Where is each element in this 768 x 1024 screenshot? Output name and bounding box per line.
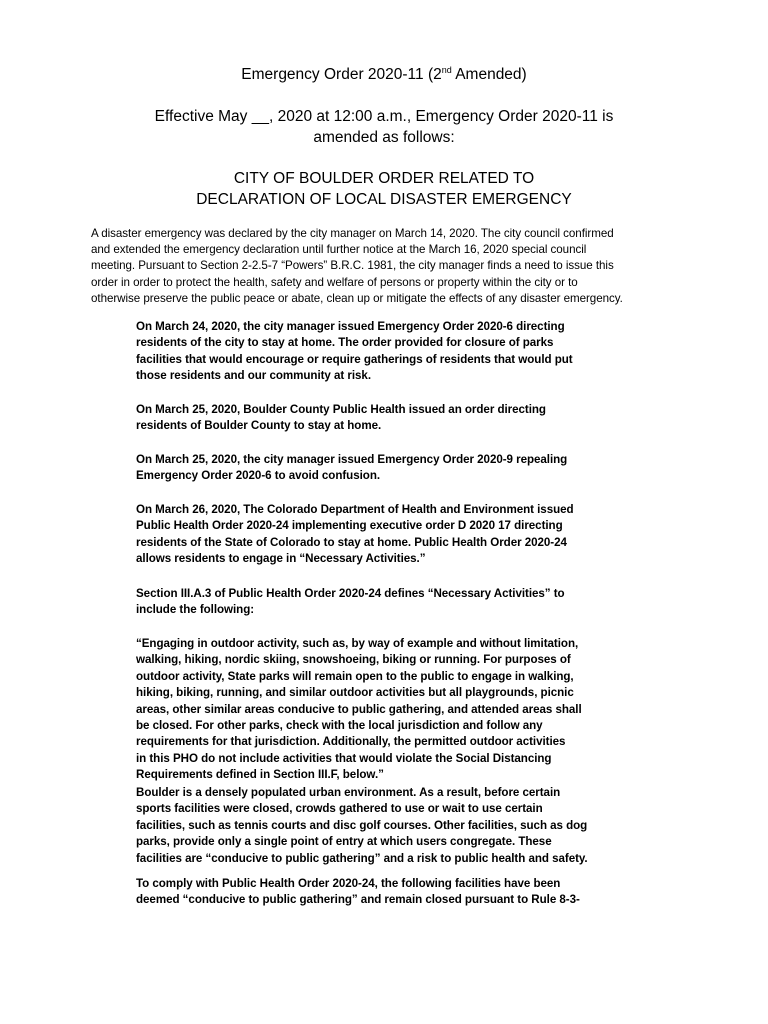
- effective-line-1: Effective May __, 2020 at 12:00 a.m., Emergency Order 2020-11 is: [154, 108, 614, 125]
- intro-line: order in order to protect the health, safety and welfare of persons or property within the city or to: [91, 275, 578, 289]
- paragraph-march-24: [136, 319, 636, 385]
- paragraph-line: On March 25, 2020, Boulder County Public Health issued an order directing: [136, 403, 546, 416]
- intro-line: A disaster emergency was declared by the city manager on March 14, 2020. The city council confirmed: [91, 227, 614, 240]
- city-heading-line-1: CITY OF BOULDER ORDER RELATED TO: [233, 170, 535, 187]
- paragraph-line: outdoor activity, State parks will remain open to the public to engage in walking,: [136, 669, 574, 683]
- paragraph-march-26: [136, 502, 636, 568]
- order-title-main: Emergency Order 2020-11 (2: [241, 66, 442, 83]
- paragraph-line: Section III.A.3 of Public Health Order 2020-24 defines “Necessary Activities” to: [136, 587, 565, 600]
- effective-line-2: amended as follows:: [313, 129, 455, 146]
- paragraph-line: be closed. For other parks, check with the local jurisdiction and follow any: [136, 719, 543, 733]
- paragraph-line: facilities are “conducive to public gathering” and a risk to public health and safety.: [136, 851, 588, 865]
- paragraph-line: residents of the city to stay at home. The order provided for closure of parks: [136, 336, 554, 350]
- paragraph-line: those residents and our community at risk.: [136, 369, 371, 383]
- paragraph-line: sports facilities were closed, crowds gathered to use or wait to use certain: [136, 802, 543, 816]
- paragraph-line: “Engaging in outdoor activity, such as, by way of example and without limitation,: [136, 637, 579, 650]
- paragraph-line: facilities that would encourage or require gatherings of residents that would put: [136, 352, 573, 366]
- paragraph-line: requirements for that jurisdiction. Additionally, the permitted outdoor activities: [136, 735, 566, 749]
- paragraph-line: parks, provide only a single point of entry at which users congregate. These: [136, 835, 552, 849]
- paragraph-line: walking, hiking, nordic skiing, snowshoeing, biking or running. For purposes of: [136, 653, 571, 667]
- order-title-end: Amended): [451, 66, 527, 83]
- paragraph-line: areas, other similar areas conducive to public gathering, and attended areas shall: [136, 702, 582, 716]
- intro-paragraph: [91, 226, 683, 307]
- paragraph-march-25-county: [136, 402, 636, 435]
- order-title-superscript: nd: [441, 65, 452, 75]
- paragraph-march-25-city: [136, 452, 636, 485]
- city-order-heading: [0, 168, 768, 210]
- intro-line: otherwise preserve the public peace or abate, clean up or mitigate the effects of any disaster emergency.: [91, 291, 623, 305]
- paragraph-line: Emergency Order 2020-6 to avoid confusion.: [136, 469, 381, 483]
- paragraph-line: On March 25, 2020, the city manager issued Emergency Order 2020-9 repealing: [136, 453, 568, 466]
- paragraph-line: Public Health Order 2020-24 implementing executive order D 2020 17 directing: [136, 519, 563, 533]
- paragraph-line: include the following:: [136, 603, 255, 617]
- paragraph-quoted-activities: [136, 636, 636, 784]
- paragraph-line: Requirements defined in Section III.F, below.”: [136, 768, 384, 782]
- paragraph-line: facilities, such as tennis courts and disc golf courses. Other facilities, such as dog: [136, 818, 588, 832]
- paragraph-line: in this PHO do not include activities that would violate the Social Distancing: [136, 751, 552, 765]
- paragraph-line: allows residents to engage in “Necessary Activities.”: [136, 552, 426, 566]
- paragraph-line: On March 26, 2020, The Colorado Department of Health and Environment issued: [136, 503, 574, 516]
- paragraph-section-iii-a-3: [136, 586, 636, 619]
- paragraph-line: On March 24, 2020, the city manager issued Emergency Order 2020-6 directing: [136, 320, 565, 333]
- intro-line: meeting. Pursuant to Section 2-2.5-7 “Powers” B.R.C. 1981, the city manager finds a need to issue this: [91, 259, 614, 273]
- paragraph-line: residents of Boulder County to stay at home.: [136, 419, 382, 433]
- paragraph-line: deemed “conducive to public gathering” and remain closed pursuant to Rule 8-3-: [136, 893, 580, 907]
- paragraph-line: hiking, biking, running, and similar outdoor activities but all playgrounds, picnic: [136, 686, 574, 700]
- order-title: [0, 66, 768, 84]
- paragraph-line: To comply with Public Health Order 2020-24, the following facilities have been: [136, 877, 561, 890]
- paragraph-boulder-density: [136, 785, 636, 867]
- paragraph-compliance: [136, 876, 636, 909]
- city-heading-line-2: DECLARATION OF LOCAL DISASTER EMERGENCY: [196, 191, 572, 208]
- intro-line: and extended the emergency declaration until further notice at the March 16, 2020 special council: [91, 243, 587, 257]
- paragraph-line: residents of the State of Colorado to stay at home. Public Health Order 2020-24: [136, 535, 567, 549]
- paragraph-line: Boulder is a densely populated urban environment. As a result, before certain: [136, 786, 561, 799]
- effective-statement: [0, 106, 768, 148]
